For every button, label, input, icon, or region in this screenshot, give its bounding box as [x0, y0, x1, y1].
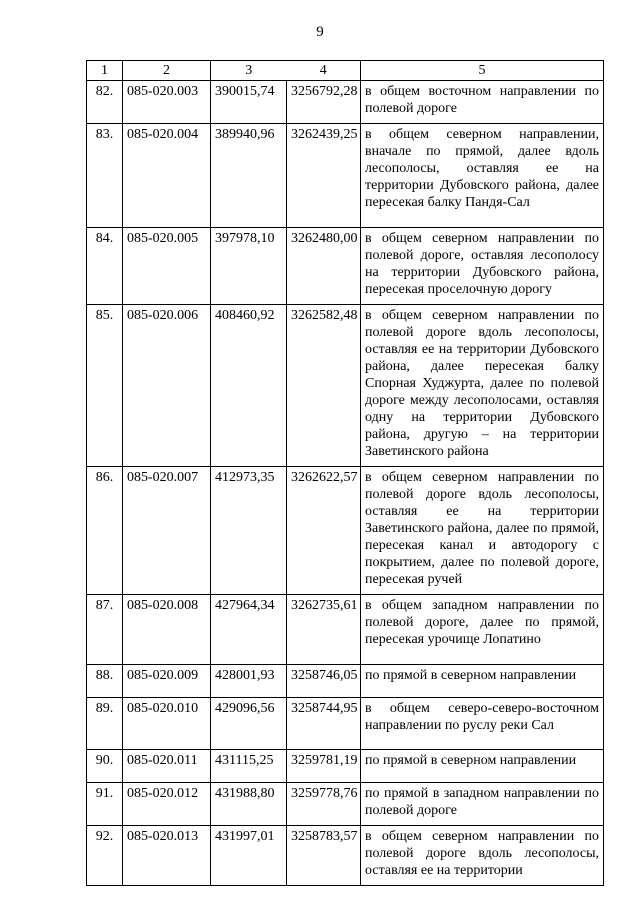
page-number: 9 — [316, 24, 324, 40]
coordinate-y: 3256792,28 — [287, 81, 361, 124]
boundary-points-table — [86, 60, 604, 886]
coordinate-y: 3259781,19 — [287, 750, 361, 783]
coordinate-x: 428001,93 — [211, 665, 287, 698]
table-row — [87, 124, 604, 228]
coordinate-x: 390015,74 — [211, 81, 287, 124]
row-number: 89. — [87, 698, 123, 750]
point-code: 085-020.005 — [123, 228, 211, 305]
coordinate-y: 3262582,48 — [287, 305, 361, 467]
coordinate-y: 3262439,25 — [287, 124, 361, 228]
table-body — [87, 81, 604, 886]
row-number: 88. — [87, 665, 123, 698]
coordinate-y: 3258746,05 — [287, 665, 361, 698]
coordinate-y: 3262622,57 — [287, 467, 361, 595]
route-description: в общем западном направлении по полевой дороге, далее по прямой, пересекая урочище Лопатино — [361, 595, 604, 665]
point-code: 085-020.011 — [123, 750, 211, 783]
point-code: 085-020.003 — [123, 81, 211, 124]
table-row — [87, 783, 604, 826]
row-number: 83. — [87, 124, 123, 228]
row-number: 86. — [87, 467, 123, 595]
table-row — [87, 595, 604, 665]
coordinate-x: 389940,96 — [211, 124, 287, 228]
route-description: по прямой в северном направлении — [361, 665, 604, 698]
table-row — [87, 750, 604, 783]
point-code: 085-020.004 — [123, 124, 211, 228]
coordinate-x: 408460,92 — [211, 305, 287, 467]
point-code: 085-020.008 — [123, 595, 211, 665]
row-number: 85. — [87, 305, 123, 467]
point-code: 085-020.012 — [123, 783, 211, 826]
row-number: 90. — [87, 750, 123, 783]
table-header — [87, 61, 604, 81]
route-description: в общем северном направлении по полевой дороге вдоль лесополосы, оставляя ее на территории Заветинского района, далее по прямой, пересекая канал и автодорогу с покрытием, далее по полевой дороге, пересекая ручей — [361, 467, 604, 595]
coordinate-y: 3259778,76 — [287, 783, 361, 826]
route-description: в общем северном направлении по полевой дороге, оставляя лесополосу на территории Дубовского района, пересекая проселочную дорогу — [361, 228, 604, 305]
coordinate-y: 3262735,61 — [287, 595, 361, 665]
header-col-2: 2 — [123, 61, 211, 81]
route-description: в общем северном направлении по полевой дороге вдоль лесополосы, оставляя ее на территории — [361, 826, 604, 886]
route-description: по прямой в западном направлении по полевой дороге — [361, 783, 604, 826]
row-number: 91. — [87, 783, 123, 826]
coordinate-y: 3258744,95 — [287, 698, 361, 750]
header-col-3: 3 — [211, 61, 287, 81]
point-code: 085-020.006 — [123, 305, 211, 467]
row-number: 82. — [87, 81, 123, 124]
row-number: 92. — [87, 826, 123, 886]
header-col-4: 4 — [287, 61, 361, 81]
table-row — [87, 81, 604, 124]
header-col-5: 5 — [361, 61, 604, 81]
coordinate-x: 397978,10 — [211, 228, 287, 305]
coordinate-x: 412973,35 — [211, 467, 287, 595]
route-description: в общем северо-северо-восточном направлении по руслу реки Сал — [361, 698, 604, 750]
coordinate-x: 431988,80 — [211, 783, 287, 826]
point-code: 085-020.010 — [123, 698, 211, 750]
table-row — [87, 305, 604, 467]
table-row — [87, 228, 604, 305]
route-description: в общем северном направлении по полевой дороге вдоль лесополосы, оставляя ее на территории Дубовского района, далее пересекая балку Спорная Худжурта, далее по полевой дороге между лесополосами, оставляя одну на территории Дубовского района, другую – на территории Заветинского района — [361, 305, 604, 467]
table-row — [87, 467, 604, 595]
table-row — [87, 826, 604, 886]
point-code: 085-020.013 — [123, 826, 211, 886]
point-code: 085-020.009 — [123, 665, 211, 698]
table-row — [87, 698, 604, 750]
table-row — [87, 665, 604, 698]
header-row — [87, 61, 604, 81]
coordinate-x: 429096,56 — [211, 698, 287, 750]
route-description: в общем северном направлении, вначале по прямой, далее вдоль лесополосы, оставляя ее на территории Дубовского района, далее пересекая балку Пандя-Сал — [361, 124, 604, 228]
row-number: 87. — [87, 595, 123, 665]
route-description: по прямой в северном направлении — [361, 750, 604, 783]
header-col-1: 1 — [87, 61, 123, 81]
coordinate-x: 431115,25 — [211, 750, 287, 783]
route-description: в общем восточном направлении по полевой дороге — [361, 81, 604, 124]
coordinate-x: 431997,01 — [211, 826, 287, 886]
row-number: 84. — [87, 228, 123, 305]
coordinate-y: 3262480,00 — [287, 228, 361, 305]
point-code: 085-020.007 — [123, 467, 211, 595]
coordinate-y: 3258783,57 — [287, 826, 361, 886]
coordinate-x: 427964,34 — [211, 595, 287, 665]
